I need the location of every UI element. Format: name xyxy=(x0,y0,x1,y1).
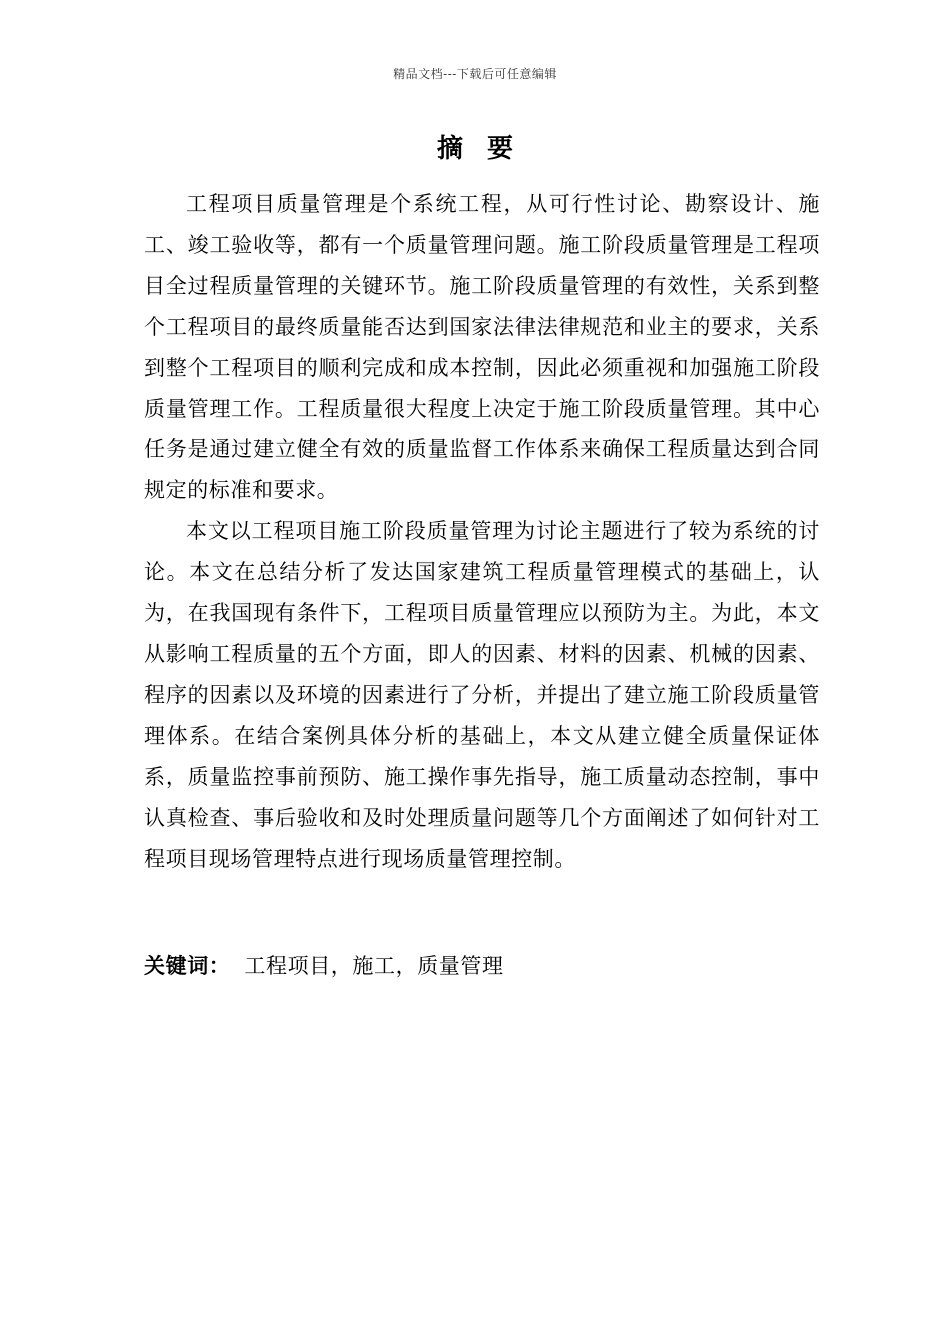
keywords-value: 工程项目，施工，质量管理 xyxy=(244,954,504,978)
abstract-paragraph-1: 工程项目质量管理是个系统工程，从可行性讨论、勘察设计、施工、竣工验收等，都有一个质量管理问题。施工阶段质量管理是工程项目全过程质量管理的关键环节。施工阶段质量管理的有效性，关系到整个工程项目的最终质量能否达到国家法律法律规范和业主的要求，关系到整个工程项目的顺利完成和成本控制，因此必须重视和加强施工阶段质量管理工作。工程质量很大程度上决定于施工阶段质量管理。其中心任务是通过建立健全有效的质量监督工作体系来确保工程质量达到合同规定的标准和要求。 xyxy=(144,192,820,503)
page-header-note: 精品文档---下载后可任意编辑 xyxy=(393,67,557,81)
abstract-body xyxy=(144,184,820,879)
keywords-label: 关键词： xyxy=(144,954,231,978)
abstract-paragraph-2: 本文以工程项目施工阶段质量管理为讨论主题进行了较为系统的讨论。本文在总结分析了发达国家建筑工程质量管理模式的基础上，认为，在我国现有条件下，工程项目质量管理应以预防为主。为此，本文从影响工程质量的五个方面，即人的因素、材料的因素、机械的因素、程序的因素以及环境的因素进行了分析，并提出了建立施工阶段质量管理体系。在结合案例具体分析的基础上，本文从建立健全质量保证体系，质量监控事前预防、施工操作事先指导，施工质量动态控制，事中认真检查、事后验收和及时处理质量问题等几个方面阐述了如何针对工程项目现场管理特点进行现场质量管理控制。 xyxy=(144,519,820,871)
abstract-title: 摘要 xyxy=(436,134,537,164)
keywords-line xyxy=(144,946,820,986)
